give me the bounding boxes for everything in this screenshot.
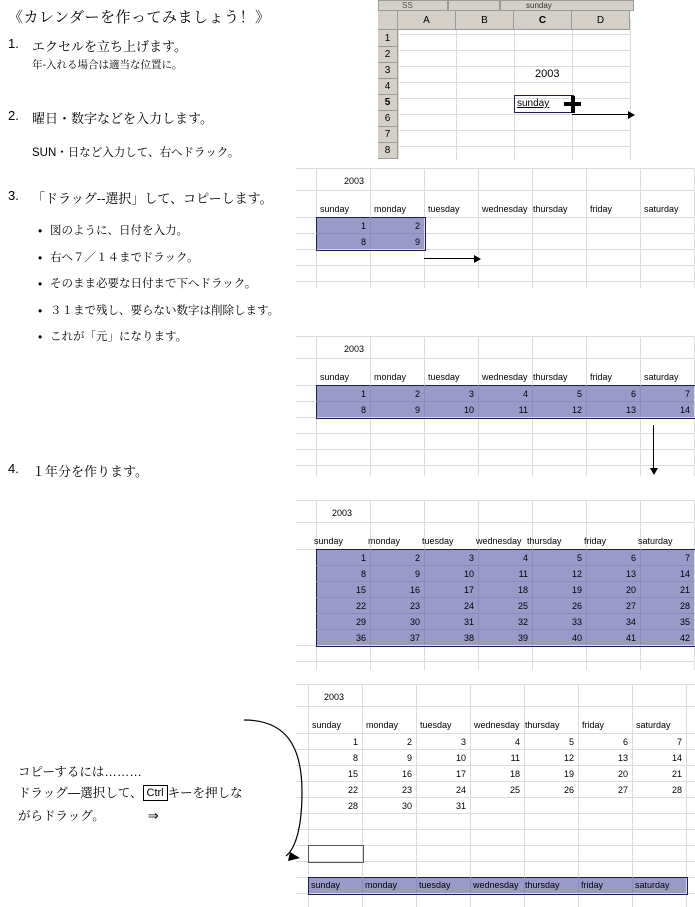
date-cell[interactable]: 28	[347, 801, 358, 811]
right-arrow-icon: ⇒	[147, 807, 159, 823]
date-cell[interactable]: 29	[355, 617, 366, 627]
date-cell[interactable]: 22	[355, 601, 366, 611]
drag-arrow-line-down	[653, 425, 654, 470]
gridline-h	[296, 749, 695, 750]
step-1-text: エクセルを立ち上げます。	[32, 39, 187, 54]
row-header-2[interactable]: 2	[378, 47, 398, 63]
list-item: • これが「元」になります。	[36, 330, 316, 346]
weekday-wednesday[interactable]: wednesday	[482, 372, 528, 382]
gridline-h	[296, 465, 695, 466]
date-cell[interactable]: 15	[355, 585, 366, 595]
gridline-h	[398, 34, 630, 35]
date-cell[interactable]: 20	[625, 585, 636, 595]
name-box[interactable]	[378, 0, 448, 11]
row-header-7[interactable]: 7	[378, 127, 398, 143]
date-cell[interactable]: 21	[671, 769, 682, 779]
date-cell[interactable]: 27	[625, 601, 636, 611]
column-header-c[interactable]: C	[514, 11, 572, 30]
column-header-b[interactable]: B	[456, 11, 514, 30]
date-cell[interactable]: 23	[401, 785, 412, 795]
copy-note-line-3-text: がらドラッグ。	[18, 808, 105, 823]
drag-arrow-head-icon	[628, 111, 635, 119]
weekday-friday[interactable]: friday	[590, 204, 613, 214]
date-cell[interactable]: 28	[679, 601, 690, 611]
weekday-thursday[interactable]: thursday	[533, 204, 568, 214]
row-header-5[interactable]: 5	[378, 95, 398, 111]
gridline-h	[296, 781, 695, 782]
copy-weekday-wednesday[interactable]: wednesday	[473, 880, 519, 890]
gridline-h	[296, 829, 695, 830]
date-cell[interactable]: 3	[468, 553, 474, 563]
date-cell[interactable]: 8	[360, 237, 366, 247]
gridline-h	[296, 797, 695, 798]
gridline-v	[524, 684, 525, 907]
date-cell[interactable]: 36	[355, 633, 366, 643]
row-header-3[interactable]: 3	[378, 63, 398, 79]
date-cell[interactable]: 1	[352, 737, 358, 747]
weekday-wednesday[interactable]: wednesday	[482, 204, 528, 214]
step-2-subtext: SUN・日など入力して、右へドラック。	[32, 147, 240, 159]
weekday-friday[interactable]: friday	[584, 536, 607, 546]
weekday-tuesday[interactable]: tuesday	[428, 372, 460, 382]
weekday-wednesday[interactable]: wednesday	[474, 720, 520, 730]
row-header-8[interactable]: 8	[378, 143, 398, 159]
gridline-v	[640, 168, 641, 288]
date-cell[interactable]: 41	[625, 633, 636, 643]
weekday-sunday[interactable]: sunday	[314, 536, 344, 546]
date-cell[interactable]: 11	[510, 753, 520, 763]
date-cell[interactable]: 39	[517, 633, 528, 643]
gridline-v	[416, 684, 417, 907]
weekday-saturday[interactable]: saturday	[644, 372, 679, 382]
date-cell[interactable]: 17	[455, 769, 466, 779]
date-cell[interactable]: 32	[517, 617, 528, 627]
step-4-text: １年分を作ります。	[32, 464, 148, 479]
copy-weekday-thursday[interactable]: thursday	[525, 880, 560, 890]
date-cell[interactable]: 2	[414, 221, 420, 231]
date-cell[interactable]: 37	[409, 633, 420, 643]
list-item: • 右へ７／１４までドラック。	[36, 251, 316, 267]
gridline-v	[630, 19, 631, 160]
date-cell[interactable]: 24	[463, 601, 474, 611]
gridline-h	[316, 581, 694, 582]
ctrl-keycap: Ctrl	[143, 785, 168, 801]
weekday-monday[interactable]: monday	[374, 372, 407, 382]
date-cell[interactable]: 9	[414, 405, 420, 415]
row-header-6[interactable]: 6	[378, 111, 398, 127]
list-item: • 図のように、日付を入力。	[36, 224, 316, 240]
gridline-h	[296, 336, 695, 337]
gridline-h	[296, 522, 695, 523]
gridline-h	[296, 684, 695, 685]
gridline-v	[478, 168, 479, 288]
gridline-v	[532, 168, 533, 288]
step-2-number: 2.	[8, 108, 19, 123]
date-cell[interactable]: 23	[409, 601, 420, 611]
weekday-tuesday[interactable]: tuesday	[428, 204, 460, 214]
gridline-h	[296, 449, 695, 450]
copy-weekday-saturday[interactable]: saturday	[635, 880, 670, 890]
date-cell[interactable]: 38	[463, 633, 474, 643]
list-item: • そのまま必要な日付まで下へドラック。	[36, 277, 316, 293]
date-cell[interactable]: 1	[360, 553, 366, 563]
date-cell[interactable]: 5	[576, 553, 582, 563]
date-cell[interactable]: 14	[671, 753, 682, 763]
gridline-h	[296, 661, 695, 662]
date-cell[interactable]: 5	[568, 737, 574, 747]
date-cell[interactable]: 3	[460, 737, 466, 747]
date-cell[interactable]: 7	[684, 389, 690, 399]
gridline-v	[470, 877, 471, 893]
excel-window-top[interactable]	[378, 0, 634, 160]
date-cell[interactable]: 18	[517, 585, 528, 595]
row-header-1[interactable]: 1	[378, 30, 398, 47]
drag-arrow-line	[572, 114, 630, 115]
date-cell[interactable]: 3	[468, 389, 474, 399]
date-cell[interactable]: 2	[406, 737, 412, 747]
date-cell[interactable]: 19	[571, 585, 582, 595]
step-1-subtext: 年-入れる場合は適当な位置に。	[32, 59, 183, 71]
date-cell[interactable]: 12	[571, 569, 582, 579]
gridline-h	[398, 146, 630, 147]
date-cell[interactable]: 12	[563, 753, 574, 763]
date-cell[interactable]: 15	[347, 769, 358, 779]
date-cell[interactable]: 20	[617, 769, 628, 779]
copy-weekday-sunday[interactable]: sunday	[311, 880, 341, 890]
gridline-v	[398, 19, 399, 160]
gridline-v	[586, 168, 587, 288]
weekday-monday[interactable]: monday	[368, 536, 401, 546]
date-cell[interactable]: 13	[625, 405, 636, 415]
date-cell[interactable]: 8	[360, 405, 366, 415]
weekday-wednesday[interactable]: wednesday	[476, 536, 522, 546]
gridline-h	[296, 358, 695, 359]
list-item: • ３１まで残し、要らない数字は削除します。	[36, 304, 316, 320]
bullet-list	[36, 224, 316, 357]
date-cell[interactable]: 31	[463, 617, 474, 627]
weekday-friday[interactable]: friday	[582, 720, 605, 730]
cell-year[interactable]: 2003	[344, 344, 365, 354]
gridline-h	[316, 401, 694, 402]
date-cell[interactable]: 12	[571, 405, 582, 415]
date-cell[interactable]: 1	[360, 389, 366, 399]
weekday-sunday[interactable]: sunday	[320, 372, 350, 382]
date-cell[interactable]: 13	[625, 569, 636, 579]
calendar-table-b[interactable]	[296, 336, 695, 476]
date-cell[interactable]: 2	[414, 553, 420, 563]
date-cell[interactable]: 25	[517, 601, 528, 611]
date-cell[interactable]: 33	[571, 617, 582, 627]
gridline-h	[296, 265, 695, 266]
gridline-h	[296, 433, 695, 434]
gridline-h	[398, 50, 630, 51]
gridline-v	[514, 19, 515, 160]
date-cell[interactable]: 18	[509, 769, 520, 779]
date-cell[interactable]: 17	[463, 585, 474, 595]
date-cell[interactable]: 42	[679, 633, 690, 643]
gridline-v	[632, 877, 633, 893]
date-cell[interactable]: 9	[406, 753, 412, 763]
gridline-v	[686, 684, 687, 907]
date-cell[interactable]: 26	[571, 601, 582, 611]
toolbar-segment[interactable]	[448, 0, 500, 11]
date-cell[interactable]: 9	[414, 569, 420, 579]
date-cell[interactable]: 13	[617, 753, 628, 763]
weekday-saturday[interactable]: saturday	[636, 720, 671, 730]
date-cell[interactable]: 10	[463, 569, 474, 579]
gridline-v	[362, 877, 363, 893]
date-cell[interactable]: 40	[571, 633, 582, 643]
date-cell[interactable]: 6	[622, 737, 628, 747]
copy-note-line-2b: キーを押しな	[167, 786, 243, 801]
gridline-v	[572, 19, 573, 160]
date-cell[interactable]: 30	[401, 801, 412, 811]
date-cell[interactable]: 8	[360, 569, 366, 579]
gridline-h	[296, 813, 695, 814]
cell-year[interactable]: 2003	[535, 68, 560, 80]
gridline-h	[296, 706, 695, 707]
column-header-a[interactable]: A	[398, 11, 456, 30]
gridline-v	[456, 19, 457, 160]
page-title: 《カレンダーを作ってみましょう！》	[8, 9, 271, 26]
drag-arrow-head-down-icon	[650, 468, 658, 475]
gridline-h	[296, 765, 695, 766]
weekday-thursday[interactable]: thursday	[525, 720, 560, 730]
gridline-h	[316, 597, 694, 598]
step-1-number: 1.	[8, 36, 19, 51]
date-cell[interactable]: 24	[455, 785, 466, 795]
weekday-sunday[interactable]: sunday	[320, 204, 350, 214]
gridline-v	[632, 684, 633, 907]
weekday-tuesday[interactable]: tuesday	[422, 536, 454, 546]
sheet-tab-label[interactable]: sunday	[526, 1, 552, 10]
date-cell[interactable]: 6	[630, 553, 636, 563]
weekday-saturday[interactable]: saturday	[644, 204, 679, 214]
gridline-v	[578, 877, 579, 893]
date-cell[interactable]: 30	[409, 617, 420, 627]
date-cell[interactable]: 4	[522, 389, 528, 399]
date-cell[interactable]: 31	[455, 801, 466, 811]
date-cell[interactable]: 1	[360, 221, 366, 231]
weekday-monday[interactable]: monday	[366, 720, 399, 730]
date-cell[interactable]: 16	[409, 585, 420, 595]
gridline-h	[316, 613, 694, 614]
copy-weekday-monday[interactable]: monday	[365, 880, 398, 890]
gridline-h	[296, 500, 695, 501]
copy-drag-curve-arrow	[240, 706, 320, 866]
sheet-tab-strip[interactable]	[500, 0, 634, 11]
gridline-h	[398, 66, 630, 67]
gridline-h	[398, 130, 630, 131]
gridline-h	[398, 82, 630, 83]
weekday-saturday[interactable]: saturday	[638, 536, 673, 546]
weekday-friday[interactable]: friday	[590, 372, 613, 382]
date-cell[interactable]: 7	[676, 737, 682, 747]
gridline-h	[296, 281, 695, 282]
date-cell[interactable]: 19	[563, 769, 574, 779]
copy-note-line-1: コピーするには………	[18, 765, 142, 779]
date-cell[interactable]: 9	[414, 237, 420, 247]
copy-weekday-friday[interactable]: friday	[581, 880, 604, 890]
date-cell[interactable]: 27	[617, 785, 628, 795]
gridline-v	[362, 684, 363, 907]
date-cell[interactable]: 35	[679, 617, 690, 627]
gridline-h	[316, 629, 694, 630]
copy-weekday-tuesday[interactable]: tuesday	[419, 880, 451, 890]
date-cell[interactable]: 2	[414, 389, 420, 399]
drag-arrow-line	[424, 258, 476, 259]
date-cell[interactable]: 4	[522, 553, 528, 563]
step-3-text: 「ドラッグ--選択」して、コピーします。	[32, 191, 273, 206]
drag-arrow-head-icon	[474, 255, 481, 263]
date-cell[interactable]: 7	[684, 553, 690, 563]
fill-handle-cursor-icon	[564, 96, 581, 113]
gridline-v	[470, 684, 471, 907]
date-cell[interactable]: 14	[679, 569, 690, 579]
date-cell[interactable]: 25	[509, 785, 520, 795]
copy-note-line-2a: ドラッグ—選択して、	[18, 786, 143, 801]
date-cell[interactable]: 11	[518, 405, 528, 415]
step-3-number: 3.	[8, 188, 19, 203]
weekday-monday[interactable]: monday	[374, 204, 407, 214]
cell-year[interactable]: 2003	[324, 692, 345, 702]
weekday-thursday[interactable]: thursday	[533, 372, 568, 382]
select-all-corner[interactable]	[378, 11, 398, 30]
gridline-h	[316, 233, 424, 234]
weekday-tuesday[interactable]: tuesday	[420, 720, 452, 730]
date-cell[interactable]: 14	[679, 405, 690, 415]
date-cell[interactable]: 16	[401, 769, 412, 779]
date-cell[interactable]: 22	[347, 785, 358, 795]
weekday-thursday[interactable]: thursday	[527, 536, 562, 546]
cell-year[interactable]: 2003	[332, 508, 353, 518]
column-header-d[interactable]: D	[572, 11, 630, 30]
weekday-sunday[interactable]: sunday	[312, 720, 342, 730]
date-cell[interactable]: 10	[455, 753, 466, 763]
date-cell[interactable]: 6	[630, 389, 636, 399]
gridline-h	[296, 168, 695, 169]
date-cell[interactable]: 21	[679, 585, 690, 595]
date-cell[interactable]: 26	[563, 785, 574, 795]
date-cell[interactable]: 8	[352, 753, 358, 763]
date-cell[interactable]: 34	[625, 617, 636, 627]
step-2-text: 曜日・数字などを入力します。	[32, 111, 213, 126]
gridline-h	[296, 733, 695, 734]
calendar-table-a[interactable]	[296, 168, 695, 288]
date-cell[interactable]: 11	[518, 569, 528, 579]
gridline-h	[316, 565, 694, 566]
cell-year[interactable]: 2003	[344, 176, 365, 186]
cell-sunday[interactable]: sunday	[517, 98, 550, 109]
date-cell[interactable]: 4	[514, 737, 520, 747]
row-header-4[interactable]: 4	[378, 79, 398, 95]
calendar-table-c[interactable]	[296, 500, 695, 670]
gridline-h	[296, 190, 695, 191]
date-cell[interactable]: 10	[463, 405, 474, 415]
calendar-table-d[interactable]	[296, 684, 695, 907]
gridline-v	[416, 877, 417, 893]
step-4-number: 4.	[8, 461, 19, 476]
date-cell[interactable]: 5	[576, 389, 582, 399]
date-cell[interactable]: 28	[671, 785, 682, 795]
gridline-v	[578, 684, 579, 907]
toolbar-partial-label: SS	[402, 1, 413, 10]
